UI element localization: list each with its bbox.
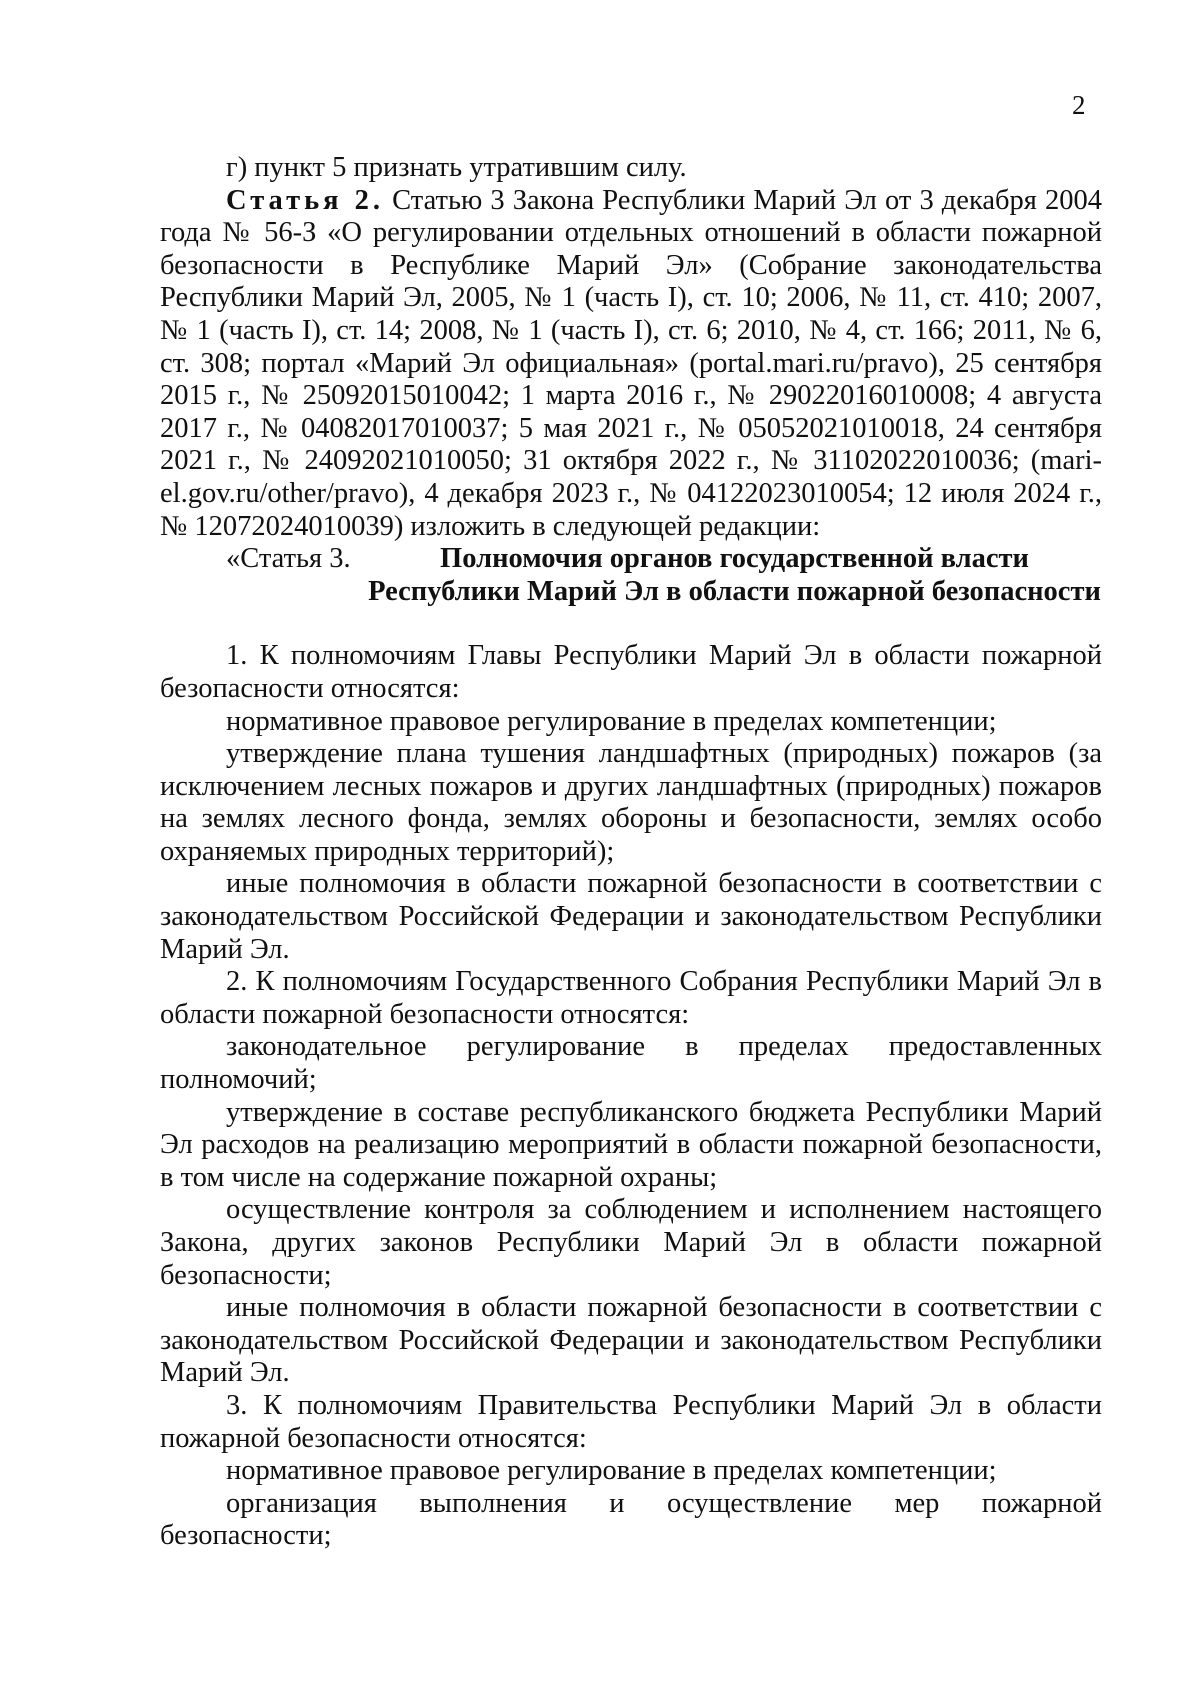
article-3-label: «Статья 3.: [226, 543, 351, 575]
section-1-intro: 1. К полномочиям Главы Республики Марий Эл в области пожарной безопасности относятся:: [160, 640, 1102, 704]
section-1-item-b: утверждение плана тушения ландшафтных (природных) пожаров (за исключением лесных пожаров и других ландшафтных (природных) пожаров на землях лесного фонда, землях обороны и безопасности, землях особо охраняемых природных территорий);: [160, 738, 1102, 867]
page-number: 2: [1072, 90, 1086, 120]
section-2-item-a: законодательное регулирование в пределах предоставленных полномочий;: [160, 1031, 1102, 1096]
section-2-item-b: утверждение в составе республиканского бюджета Республики Марий Эл расходов на реализацию мероприятий в области пожарной безопасности, в том числе на содержание пожарной охраны;: [160, 1096, 1102, 1193]
article-2-text: Статью 3 Закона Республики Марий Эл от 3 декабря 2004 года № 56-З «О регулировании отдельных отношений в области пожарной безопасности в Республике Марий Эл» (Собрание законодательства Республики Марий Эл, 2005, № 1 (часть I), ст. 10; 2006, № 11, ст. 410; 2007, № 1 (часть I), ст. 14; 2008, № 1 (часть I), ст. 6; 2010, № 4, ст. 166; 2011, № 6, ст. 308; портал «Марий Эл официальная» (portal.mari.ru/pravo), 25 сентября 2015 г., № 25092015010042; 1 марта 2016 г., № 29022016010008; 4 августа 2017 г., № 04082017010037; 5 мая 2021 г., № 05052021010018, 24 сентября 2021 г., № 24092021010050; 31 октября 2022 г., № 31102022010036; (mari-el.gov.ru/other/pravo), 4 декабря 2023 г., № 04122023010054; 12 июля 2024 г., № 12072024010039) изложить в следующей редакции:: [160, 184, 1102, 542]
section-1-item-a: нормативное правовое регулирование в пределах компетенции;: [226, 705, 997, 737]
paragraph-repeal-item: г) пункт 5 признать утратившим силу.: [226, 152, 687, 183]
section-2-item-d: иные полномочия в области пожарной безопасности в соответствии с законодательством Российской Федерации и законодательством Республики Марий Эл.: [160, 1292, 1102, 1389]
section-2-item-c: осуществление контроля за соблюдением и исполнением настоящего Закона, других законов Республики Марий Эл в области пожарной безопасности;: [160, 1194, 1102, 1291]
article-3-heading: [160, 543, 1102, 608]
section-3-item-a: нормативное правовое регулирование в пределах компетенции;: [226, 1455, 997, 1487]
article-3-title: Полномочия органов государственной власти Республики Марий Эл в области пожарной безопасности: [368, 543, 1101, 607]
heading-spacer: [160, 608, 1102, 640]
article-2-paragraph: [160, 185, 1102, 544]
section-3-item-b: организация выполнения и осуществление мер пожарной безопасности;: [160, 1487, 1102, 1552]
section-3-intro: 3. К полномочиям Правительства Республики Марий Эл в области пожарной безопасности относятся:: [160, 1389, 1102, 1454]
document-body: [160, 152, 1102, 1553]
section-2-intro: 2. К полномочиям Государственного Собрания Республики Марий Эл в области пожарной безопасности относятся:: [160, 966, 1102, 1030]
article-2-label: Статья 2.: [226, 184, 385, 216]
section-1-item-c: иные полномочия в области пожарной безопасности в соответствии с законодательством Российской Федерации и законодательством Республики Марий Эл.: [160, 868, 1102, 965]
